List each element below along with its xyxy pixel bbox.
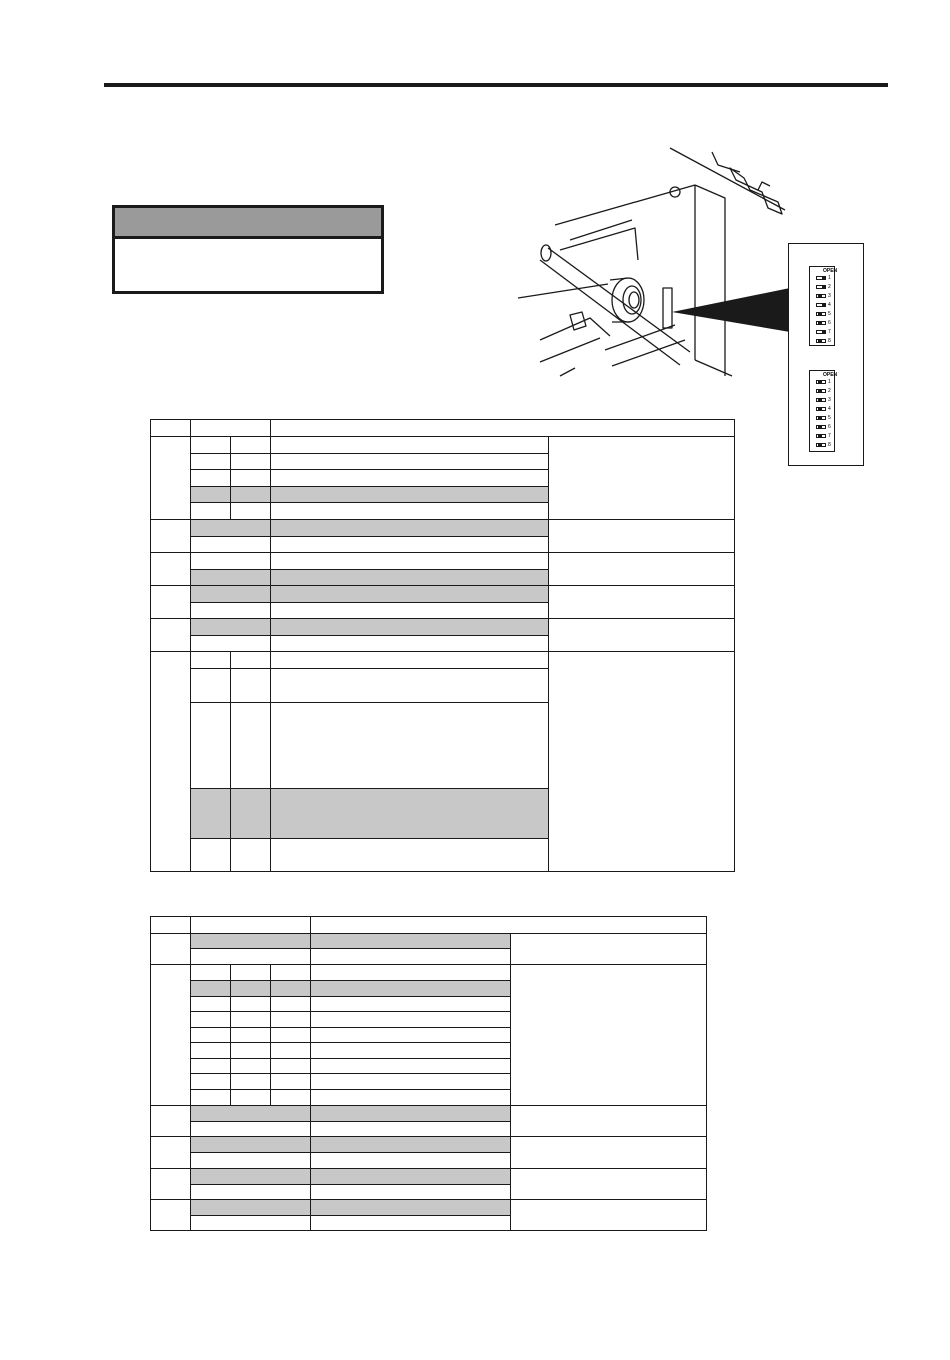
dip-switch — [816, 424, 831, 430]
table-cell — [191, 603, 271, 619]
table-row — [151, 437, 735, 454]
dip-switch — [816, 284, 831, 290]
dip-switch — [816, 415, 831, 421]
table-cell — [151, 652, 191, 872]
caution-box-header — [115, 208, 381, 239]
table-cell — [271, 1028, 311, 1043]
table-row — [151, 934, 707, 949]
table-cell — [151, 1200, 191, 1231]
table-cell — [231, 1028, 271, 1043]
top-rule — [104, 83, 888, 87]
dip-switch-1-table — [150, 419, 735, 872]
dip-switch — [816, 329, 831, 335]
table-row — [151, 619, 735, 636]
dip-switch-number: 1 — [828, 379, 831, 385]
table-header-row — [151, 917, 707, 934]
table-cell — [271, 420, 735, 437]
dip-switch-block-1 — [809, 266, 838, 346]
table-cell — [231, 503, 271, 520]
table-cell — [151, 917, 191, 934]
dip-switch-number: 3 — [828, 397, 831, 403]
table-cell — [311, 1200, 511, 1216]
table-cell — [151, 586, 191, 619]
dip-switch — [816, 311, 831, 317]
table-cell — [231, 454, 271, 470]
table-cell — [231, 437, 271, 454]
dip-switch-callout — [788, 243, 864, 466]
table-cell — [191, 981, 231, 997]
table-cell — [191, 839, 231, 872]
table-cell — [191, 553, 271, 570]
caution-box — [112, 205, 384, 294]
table-cell — [231, 981, 271, 997]
table-cell — [151, 520, 191, 553]
dip-switch-block-1-label: OPEN — [823, 268, 838, 274]
table-cell — [191, 520, 271, 537]
table-cell — [311, 1216, 511, 1231]
table-cell — [271, 619, 549, 636]
table-cell — [271, 553, 549, 570]
table-cell — [271, 1012, 311, 1028]
table-header-row — [151, 420, 735, 437]
table-cell — [271, 839, 549, 872]
table-cell — [271, 437, 549, 454]
table-cell — [271, 537, 549, 553]
table-cell — [231, 1074, 271, 1090]
table-cell — [231, 487, 271, 503]
dip-switch-number: 6 — [828, 424, 831, 430]
dip-switch-number: 2 — [828, 284, 831, 290]
table-row — [151, 652, 735, 669]
table-cell — [151, 965, 191, 1106]
table-cell — [311, 1059, 511, 1074]
table-cell — [191, 470, 231, 487]
table-cell — [271, 603, 549, 619]
table-row — [151, 586, 735, 603]
dip-switch-knob — [818, 340, 822, 342]
table-cell — [511, 1106, 707, 1137]
table-cell — [511, 934, 707, 965]
table-cell — [191, 1216, 311, 1231]
table-cell — [311, 981, 511, 997]
dip-switch-knob — [818, 322, 822, 324]
table-cell — [151, 1169, 191, 1200]
dip-switch-number: 4 — [828, 302, 831, 308]
table-cell — [191, 437, 231, 454]
table-cell — [549, 652, 735, 872]
table-cell — [311, 1012, 511, 1028]
table-cell — [191, 1153, 311, 1169]
dip-switch-number: 2 — [828, 388, 831, 394]
table-cell — [311, 1028, 511, 1043]
table-cell — [191, 1185, 311, 1200]
table-cell — [191, 487, 231, 503]
table-cell — [231, 1012, 271, 1028]
table-cell — [191, 934, 311, 949]
table-cell — [549, 520, 735, 553]
dip-switch-number: 6 — [828, 320, 831, 326]
table-cell — [191, 1106, 311, 1122]
table-cell — [311, 1153, 511, 1169]
table-cell — [231, 789, 271, 839]
table-row — [151, 520, 735, 537]
table-cell — [231, 839, 271, 872]
table-cell — [311, 1074, 511, 1090]
table-cell — [191, 1137, 311, 1153]
table-cell — [311, 965, 511, 981]
dip-switch-knob — [818, 426, 822, 428]
dip-switch-number: 5 — [828, 311, 831, 317]
table-cell — [311, 949, 511, 965]
dip-switch — [816, 338, 831, 344]
dip-switch-knob — [822, 331, 826, 333]
dip-switch-number: 8 — [828, 338, 831, 344]
table-cell — [311, 1090, 511, 1106]
table-cell — [549, 619, 735, 652]
table-cell — [271, 586, 549, 603]
table-row — [151, 553, 735, 570]
table-cell — [191, 652, 231, 669]
table-cell — [311, 934, 511, 949]
table-cell — [511, 1169, 707, 1200]
table-cell — [191, 1074, 231, 1090]
dip-switch-knob — [818, 390, 822, 392]
table-cell — [191, 636, 271, 652]
table-cell — [271, 789, 549, 839]
table-cell — [191, 949, 311, 965]
table-cell — [151, 553, 191, 586]
table-cell — [191, 789, 231, 839]
table-cell — [231, 652, 271, 669]
table-row — [151, 1106, 707, 1122]
dip-switch-knob — [818, 444, 822, 446]
table-cell — [191, 420, 271, 437]
table-cell — [549, 437, 735, 520]
table-cell — [151, 420, 191, 437]
table-cell — [231, 1043, 271, 1059]
table-row — [151, 1137, 707, 1153]
table-cell — [311, 1169, 511, 1185]
dip-switch-number: 4 — [828, 406, 831, 412]
dip-switch-knob — [818, 417, 822, 419]
table-row — [151, 1169, 707, 1185]
dip-switch-knob — [822, 304, 826, 306]
dip-switch-block-2-label: OPEN — [823, 372, 838, 378]
printer-interior-illustration — [500, 140, 790, 380]
dip-switch-number: 7 — [828, 329, 831, 335]
table-cell — [231, 997, 271, 1012]
table-cell — [231, 965, 271, 981]
table-cell — [151, 934, 191, 965]
table-cell — [311, 997, 511, 1012]
table-cell — [191, 454, 231, 470]
table-cell — [271, 636, 549, 652]
table-cell — [231, 1090, 271, 1106]
dip-switch — [816, 293, 831, 299]
table-cell — [511, 1137, 707, 1169]
dip-switch-number: 5 — [828, 415, 831, 421]
table-cell — [191, 1200, 311, 1216]
dip-switch — [816, 379, 831, 385]
table-cell — [311, 1043, 511, 1059]
dip-switch-number: 3 — [828, 293, 831, 299]
table-cell — [271, 703, 549, 789]
table-cell — [151, 1137, 191, 1169]
table-cell — [191, 586, 271, 603]
table-cell — [311, 1185, 511, 1200]
table-cell — [549, 586, 735, 619]
table-row — [151, 965, 707, 981]
dip-switch — [816, 320, 831, 326]
dip-switch-number: 7 — [828, 433, 831, 439]
table-cell — [191, 1028, 231, 1043]
table-cell — [191, 669, 231, 703]
dip-switch — [816, 388, 831, 394]
table-cell — [311, 917, 707, 934]
table-cell — [511, 965, 707, 1106]
table-row — [151, 1200, 707, 1216]
dip-switch-knob — [818, 435, 822, 437]
table-cell — [271, 454, 549, 470]
dip-switch-knob — [818, 295, 822, 297]
table-cell — [511, 1200, 707, 1231]
table-cell — [191, 503, 231, 520]
table-cell — [311, 1137, 511, 1153]
table-cell — [271, 487, 549, 503]
table-cell — [271, 652, 549, 669]
dip-switch — [816, 406, 831, 412]
table-cell — [271, 520, 549, 537]
dip-switch-knob — [822, 277, 826, 279]
dip-switch — [816, 275, 831, 281]
table-cell — [231, 470, 271, 487]
table-cell — [151, 1106, 191, 1137]
dip-switch-number: 8 — [828, 442, 831, 448]
dip-switch — [816, 397, 831, 403]
table-cell — [191, 1090, 231, 1106]
table-cell — [191, 1059, 231, 1074]
dip-switch-number: 1 — [828, 275, 831, 281]
table-cell — [191, 1169, 311, 1185]
table-cell — [271, 965, 311, 981]
table-cell — [191, 997, 231, 1012]
table-cell — [271, 669, 549, 703]
table-cell — [191, 619, 271, 636]
table-cell — [191, 537, 271, 553]
dip-switch-knob — [822, 286, 826, 288]
table-cell — [191, 1012, 231, 1028]
dip-switch-knob — [818, 381, 822, 383]
table-cell — [271, 997, 311, 1012]
table-cell — [191, 703, 231, 789]
table-cell — [231, 669, 271, 703]
table-cell — [271, 470, 549, 487]
table-cell — [271, 1090, 311, 1106]
table-cell — [191, 965, 231, 981]
table-cell — [271, 981, 311, 997]
dip-switch-knob — [818, 313, 822, 315]
dip-switch-knob — [818, 408, 822, 410]
dip-switch-2-table — [150, 916, 707, 1231]
table-cell — [311, 1122, 511, 1137]
table-cell — [271, 1074, 311, 1090]
table-cell — [191, 570, 271, 586]
dip-switch — [816, 442, 831, 448]
table-cell — [191, 1122, 311, 1137]
table-cell — [191, 917, 311, 934]
dip-switch-block-2 — [809, 370, 838, 452]
table-cell — [311, 1106, 511, 1122]
table-cell — [271, 503, 549, 520]
table-cell — [231, 1059, 271, 1074]
table-cell — [191, 1043, 231, 1059]
table-cell — [271, 570, 549, 586]
table-cell — [271, 1043, 311, 1059]
table-cell — [151, 437, 191, 520]
dip-switch — [816, 433, 831, 439]
table-cell — [271, 1059, 311, 1074]
table-cell — [231, 703, 271, 789]
dip-switch — [816, 302, 831, 308]
dip-switch-knob — [818, 399, 822, 401]
table-cell — [151, 619, 191, 652]
table-cell — [549, 553, 735, 586]
